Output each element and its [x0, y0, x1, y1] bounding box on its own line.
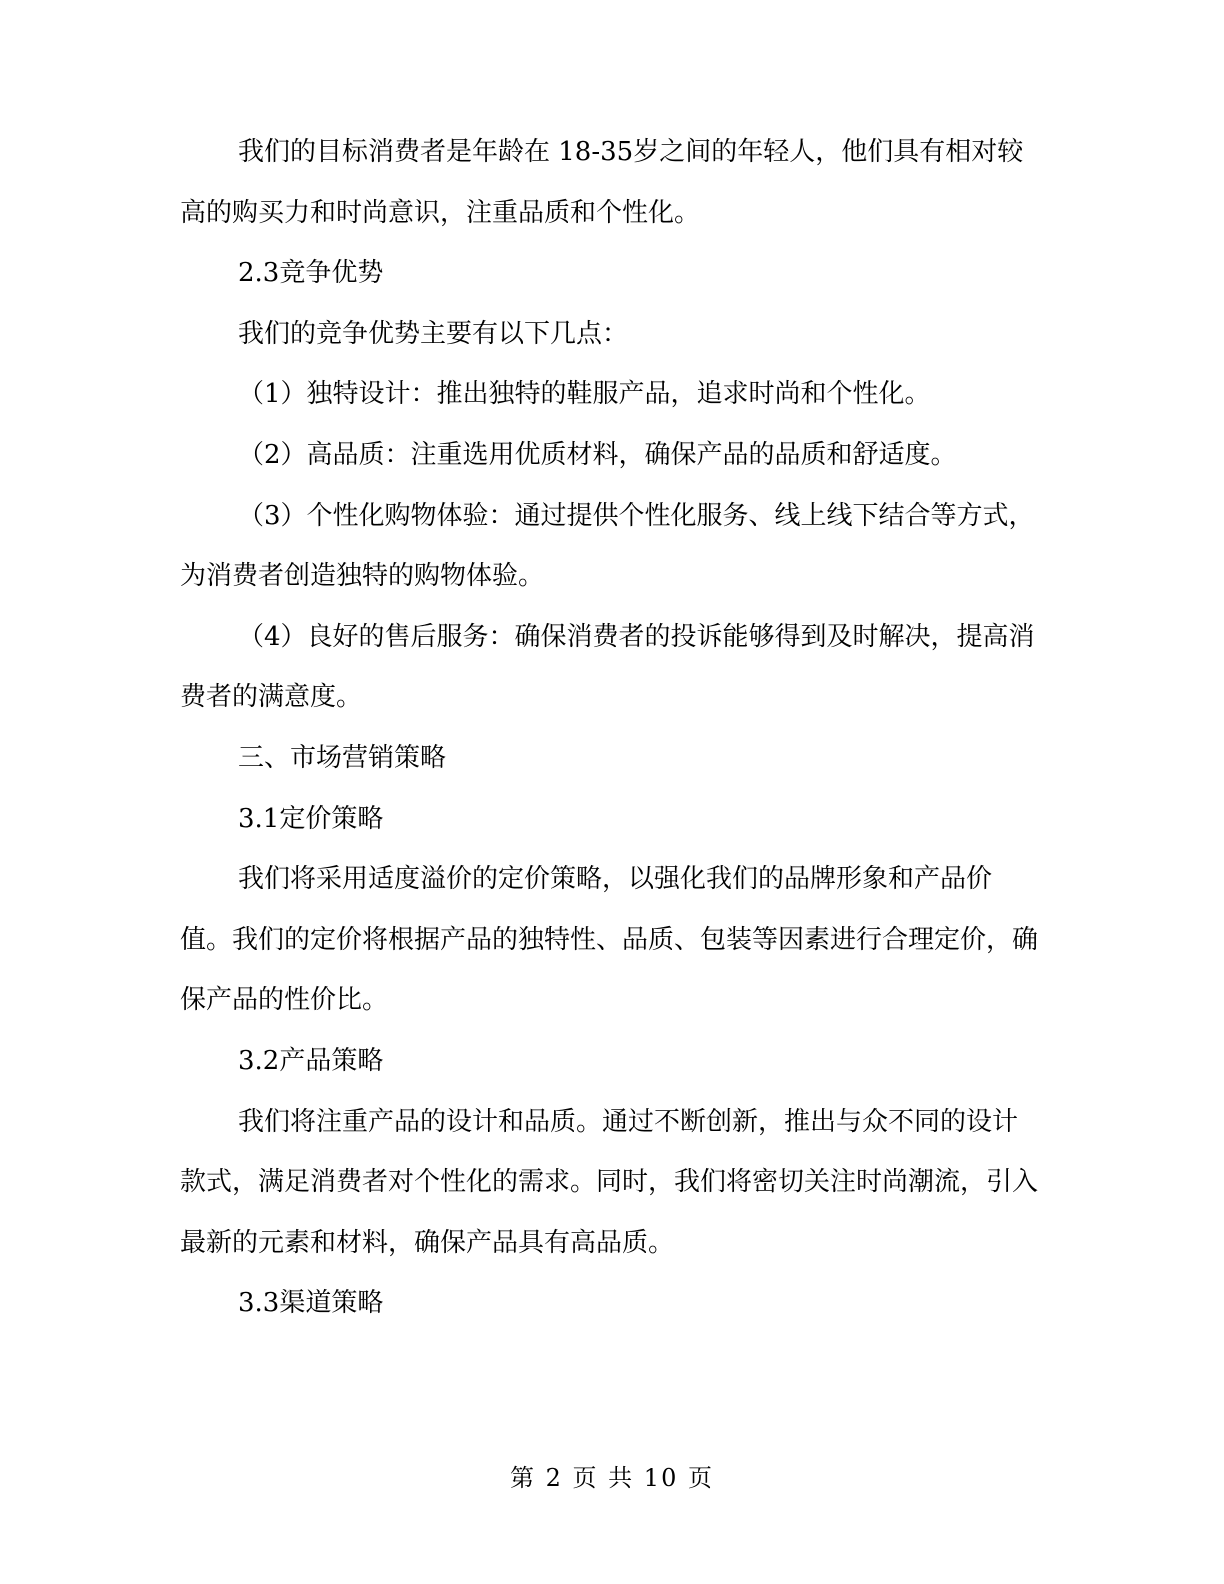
- heading-3-3-channel-strategy: 3.3渠道策略: [238, 1288, 384, 1319]
- list-item-after-sales-service: （4）良好的售后服务：确保消费者的投诉能够得到及时解决，提高消费者的满意度。: [180, 621, 1035, 713]
- paragraph-pricing-strategy: 我们将采用适度溢价的定价策略，以强化我们的品牌形象和产品价值。我们的定价将根据产品的独特性、品质、包装等因素进行合理定价，确保产品的性价比。: [180, 864, 1039, 1016]
- list-item-high-quality: （2）高品质：注重选用优质材料，确保产品的品质和舒适度。: [238, 439, 957, 470]
- list-item-personalized-shopping: （3）个性化购物体验：通过提供个性化服务、线上线下结合等方式，为消费者创造独特的购物体验。: [180, 500, 1035, 592]
- paragraph-target-consumers: 我们的目标消费者是年龄在 18-35岁之间的年轻人，他们具有相对较高的购买力和时尚意识，注重品质和个性化。: [180, 137, 1024, 228]
- page-number-footer: 第 2 页 共 10 页: [510, 1464, 714, 1492]
- paragraph-product-strategy: 我们将注重产品的设计和品质。通过不断创新，推出与众不同的设计款式，满足消费者对个性化的需求。同时，我们将密切关注时尚潮流，引入最新的元素和材料，确保产品具有高品质。: [180, 1106, 1039, 1258]
- heading-3-2-product-strategy: 3.2产品策略: [238, 1045, 384, 1076]
- heading-3-1-pricing-strategy: 3.1定价策略: [238, 803, 384, 834]
- heading-2-3-competitive-advantage: 2.3竞争优势: [238, 258, 384, 289]
- document-body: [180, 122, 1040, 1334]
- paragraph-advantages-intro: 我们的竞争优势主要有以下几点：: [238, 318, 629, 349]
- heading-3-marketing-strategy: 三、市场营销策略: [238, 742, 447, 773]
- list-item-unique-design: （1）独特设计：推出独特的鞋服产品，追求时尚和个性化。: [238, 379, 931, 410]
